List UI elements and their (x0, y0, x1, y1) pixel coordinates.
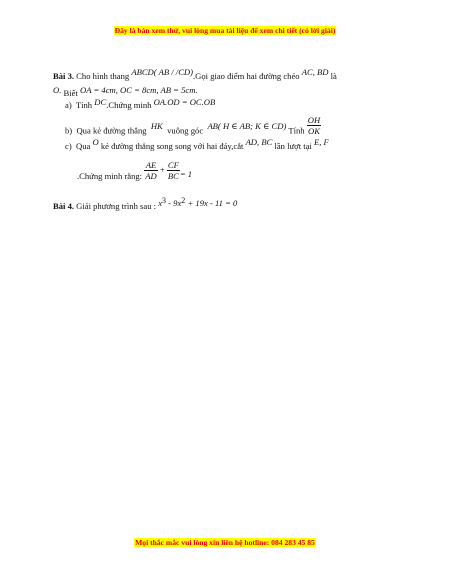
bai3-biet: Biết (63, 88, 78, 98)
bai4-label: Bài 4. (53, 201, 75, 211)
hotline-footer (0, 538, 450, 547)
part-c-label: c) (65, 141, 72, 151)
part-c-fraction-1 (144, 160, 157, 181)
part-a-equation: OA.OD = OC.OB (153, 97, 216, 107)
fraction-numerator: CF (167, 160, 179, 170)
part-b-vuonggoc: vuông góc (167, 125, 204, 136)
bai3-part-a (65, 97, 216, 110)
fraction-denominator: BC (167, 171, 179, 181)
part-c-equals: = 1 (179, 169, 193, 180)
bai3-part-c (65, 137, 329, 151)
bai3-diagonals: AC, BD (301, 67, 329, 77)
eq-sup-3: 3 (162, 196, 167, 205)
part-b-condition: AB( H ∈ AB; K ∈ CD) (207, 121, 287, 132)
eq-term-9x2: - 9x (168, 198, 182, 208)
bai3-point-o: O. (53, 85, 62, 95)
part-b-tinh: Tính (288, 125, 305, 136)
fraction-denominator: OK (307, 126, 320, 136)
fraction-denominator: AD (145, 171, 157, 181)
part-b-text: kẻ đường thẳng (92, 125, 147, 136)
hotline-text: Mọi thắc mắc vui lòng xin liên hệ hotline: 084 283 45 85 (135, 538, 315, 547)
bai4-text: Giải phương trình sau : (76, 201, 157, 211)
bai3-part-b (65, 115, 321, 142)
bai3-label: Bài 3. (53, 71, 75, 81)
part-a-label: a) (65, 100, 72, 110)
fraction-numerator: OH (307, 115, 321, 125)
bai3-line-1 (53, 67, 337, 81)
part-c-plus: + (159, 164, 165, 175)
part-c-points: E, F (313, 137, 329, 147)
part-c-text: kẻ đường thẳng song song với hai đáy,cắt (100, 141, 244, 151)
eq-term-rest: + 19x - 11 = 0 (187, 198, 238, 208)
bai4-equation (158, 198, 237, 208)
part-a-dc: DC (94, 97, 107, 107)
fraction-numerator: AE (145, 160, 157, 170)
bai3-given: OA = 4cm, OC = 8cm, AB = 5cm. (80, 85, 198, 95)
eq-term-x3: x (158, 198, 163, 208)
part-c-qua: Qua (75, 141, 91, 151)
bai3-trapezoid: ABCD( AB / /CD) (131, 67, 193, 77)
bai3-intro2: .Gọi giao điểm hai đường chéo (193, 71, 300, 81)
part-a-chungminh: .Chứng minh (106, 100, 152, 110)
bai3-intro: Cho hình thang (76, 71, 130, 81)
bai3-part-c-proof (77, 160, 192, 181)
preview-notice (0, 26, 450, 35)
eq-sup-2: 2 (181, 196, 186, 205)
part-c-o: O (92, 137, 99, 147)
preview-notice-text: Đây là bản xem thử, vui lòng mua tài liệu để xem chi tiết (có lời giải) (114, 26, 336, 35)
part-b-hk: HK (150, 121, 163, 132)
bai3-line-2 (53, 85, 198, 98)
part-c-lanluot: lần lượt tại (274, 141, 312, 151)
bai3-la: là (330, 71, 337, 81)
part-c-prove: .Chứng minh rằng: (77, 171, 143, 182)
part-b-qua: Qua (76, 125, 91, 136)
part-a-tinh: Tính (75, 100, 93, 110)
part-b-fraction (307, 115, 321, 136)
part-c-fraction-2 (167, 160, 180, 181)
part-b-label: b) (65, 125, 73, 136)
bai4-line (53, 196, 238, 211)
part-c-sides: AD, BC (245, 137, 273, 147)
